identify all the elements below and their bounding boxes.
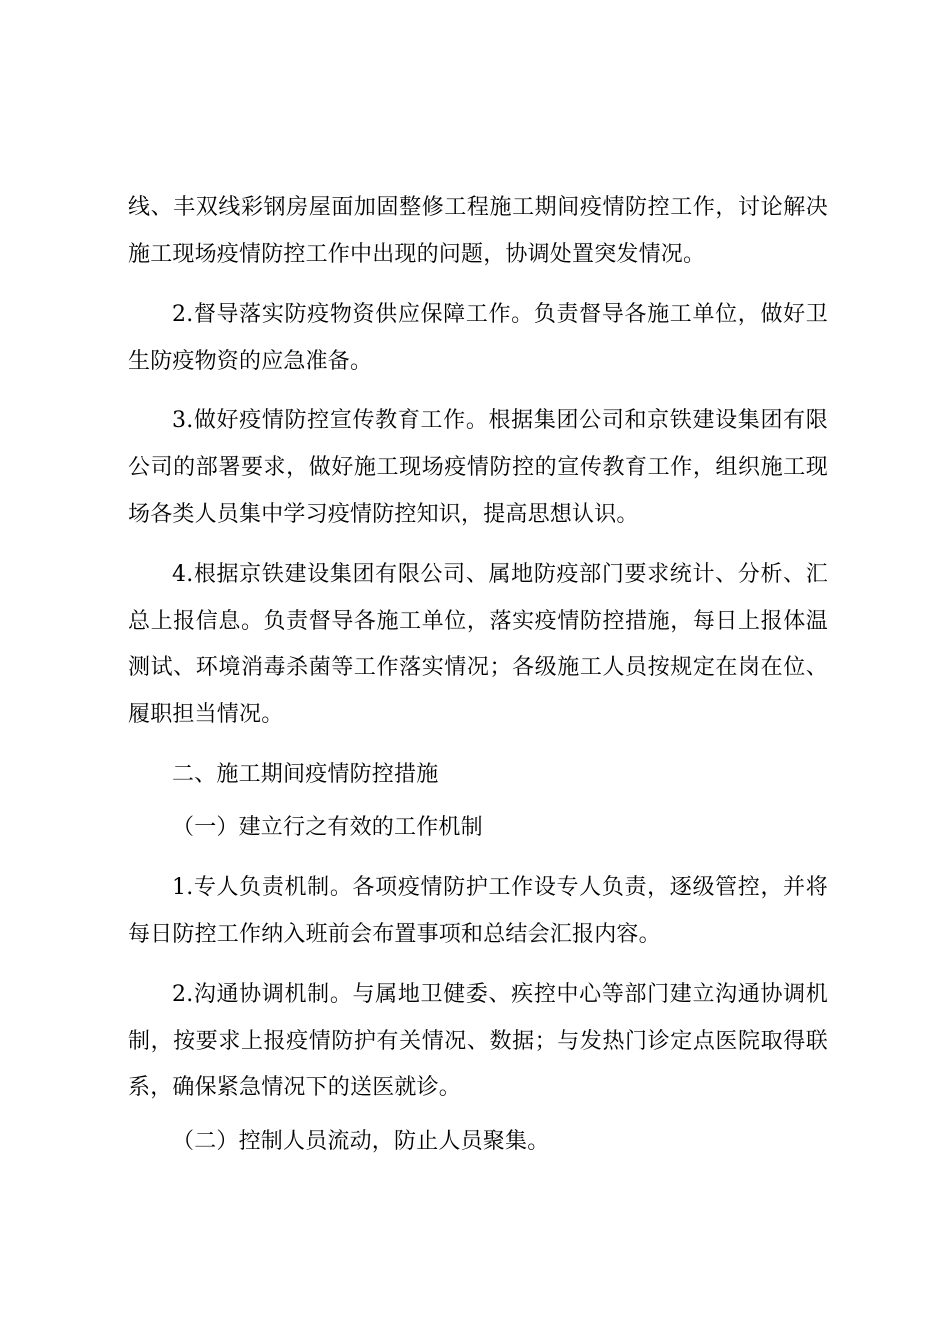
paragraph-line: 线、丰双线彩钢房屋面加固整修工程施工期间疫情防控工作，讨论解决: [128, 195, 828, 220]
subsection-heading: （一）建立行之有效的工作机制: [172, 815, 483, 840]
paragraph-line: 1.专人负责机制。各项疫情防护工作设专人负责，逐级管控，并将: [172, 875, 828, 900]
paragraph-line: 公司的部署要求，做好施工现场疫情防控的宣传教育工作，组织施工现: [128, 455, 828, 480]
paragraph-line: 生防疫物资的应急准备。: [128, 349, 373, 374]
paragraph-line: 4.根据京铁建设集团有限公司、属地防疫部门要求统计、分析、汇: [172, 562, 828, 587]
paragraph-line: 总上报信息。负责督导各施工单位，落实疫情防控措施，每日上报体温: [128, 609, 828, 634]
paragraph-line: 场各类人员集中学习疫情防控知识，提高思想认识。: [128, 502, 639, 527]
section-heading: 二、施工期间疫情防控措施: [172, 762, 439, 787]
paragraph-line: 2.督导落实防疫物资供应保障工作。负责督导各施工单位，做好卫: [172, 302, 828, 327]
paragraph-line: 履职担当情况。: [128, 702, 284, 727]
paragraph-line: 2.沟通协调机制。与属地卫健委、疾控中心等部门建立沟通协调机: [172, 982, 828, 1007]
subsection-heading: （二）控制人员流动，防止人员聚集。: [172, 1129, 550, 1154]
paragraph-line: 制，按要求上报疫情防护有关情况、数据；与发热门诊定点医院取得联: [128, 1029, 828, 1054]
paragraph-line: 每日防控工作纳入班前会布置事项和总结会汇报内容。: [128, 922, 661, 947]
paragraph-line: 系，确保紧急情况下的送医就诊。: [128, 1075, 462, 1100]
paragraph-line: 测试、环境消毒杀菌等工作落实情况；各级施工人员按规定在岗在位、: [128, 655, 828, 680]
paragraph-line: 施工现场疫情防控工作中出现的问题，协调处置突发情况。: [128, 242, 706, 267]
paragraph-line: 3.做好疫情防控宣传教育工作。根据集团公司和京铁建设集团有限: [172, 408, 828, 433]
